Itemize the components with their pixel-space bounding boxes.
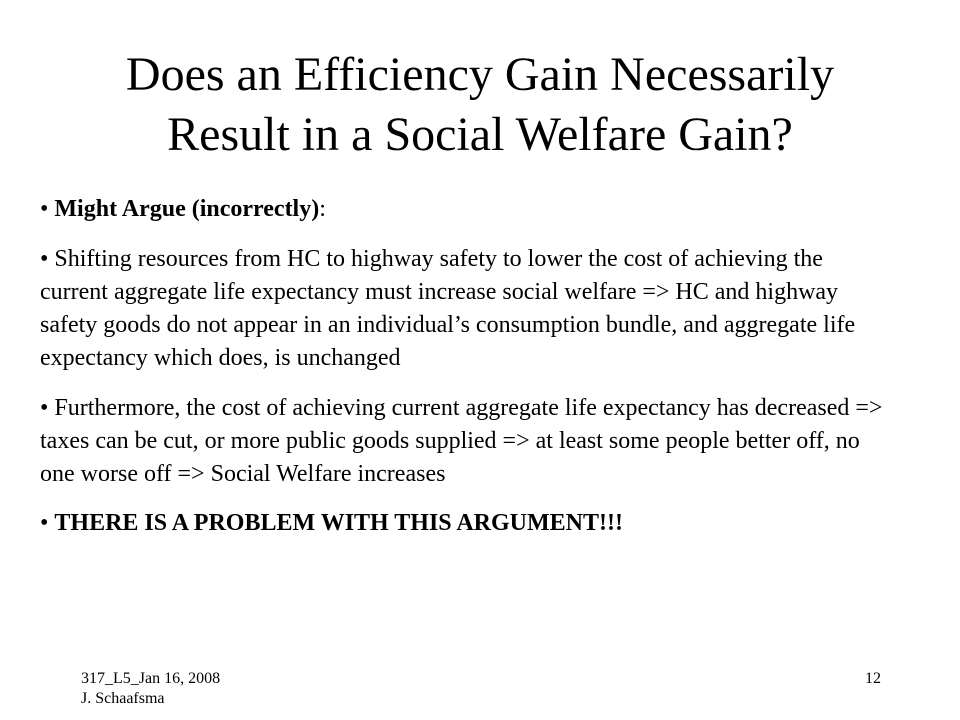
bullet-icon: •: [40, 395, 49, 421]
bullet-item: [40, 193, 885, 226]
bullet-icon: •: [40, 246, 49, 272]
bullet-list: [40, 193, 885, 540]
slide-title-line-1: Does an Efficiency Gain Necessarily: [125, 48, 835, 101]
bullet-item: [40, 507, 885, 540]
page-number: 12: [865, 670, 881, 687]
bullet-item: [40, 243, 885, 375]
bullet-text: :: [319, 196, 326, 222]
footer-course-date: 317_L5_Jan 16, 2008: [81, 670, 221, 687]
bullet-lead: Might Argue (incorrectly): [54, 196, 320, 222]
bullet-icon: •: [40, 510, 49, 536]
bullet-lead: THERE IS A PROBLEM WITH THIS ARGUMENT!!!: [54, 510, 623, 536]
bullet-item: [40, 392, 885, 491]
bullet-icon: •: [40, 196, 49, 222]
bullet-text: Furthermore, the cost of achieving current aggregate life expectancy has decreased => taxes can be cut, or more public goods supplied => at least some people better off, no one worse off => Social Welfare increases: [40, 395, 883, 487]
slide-title-line-2: Result in a Social Welfare Gain?: [167, 108, 793, 161]
footer-author: J. Schaafsma: [81, 690, 165, 707]
slide-title: [20, 45, 940, 165]
bullet-text: Shifting resources from HC to highway safety to lower the cost of achieving the current aggregate life expectancy must increase social welfare => HC and highway safety goods do not appear in an individual’s consumption bundle, and aggregate life expectancy which does, is unchanged: [40, 246, 856, 371]
footer-left: [81, 669, 220, 709]
